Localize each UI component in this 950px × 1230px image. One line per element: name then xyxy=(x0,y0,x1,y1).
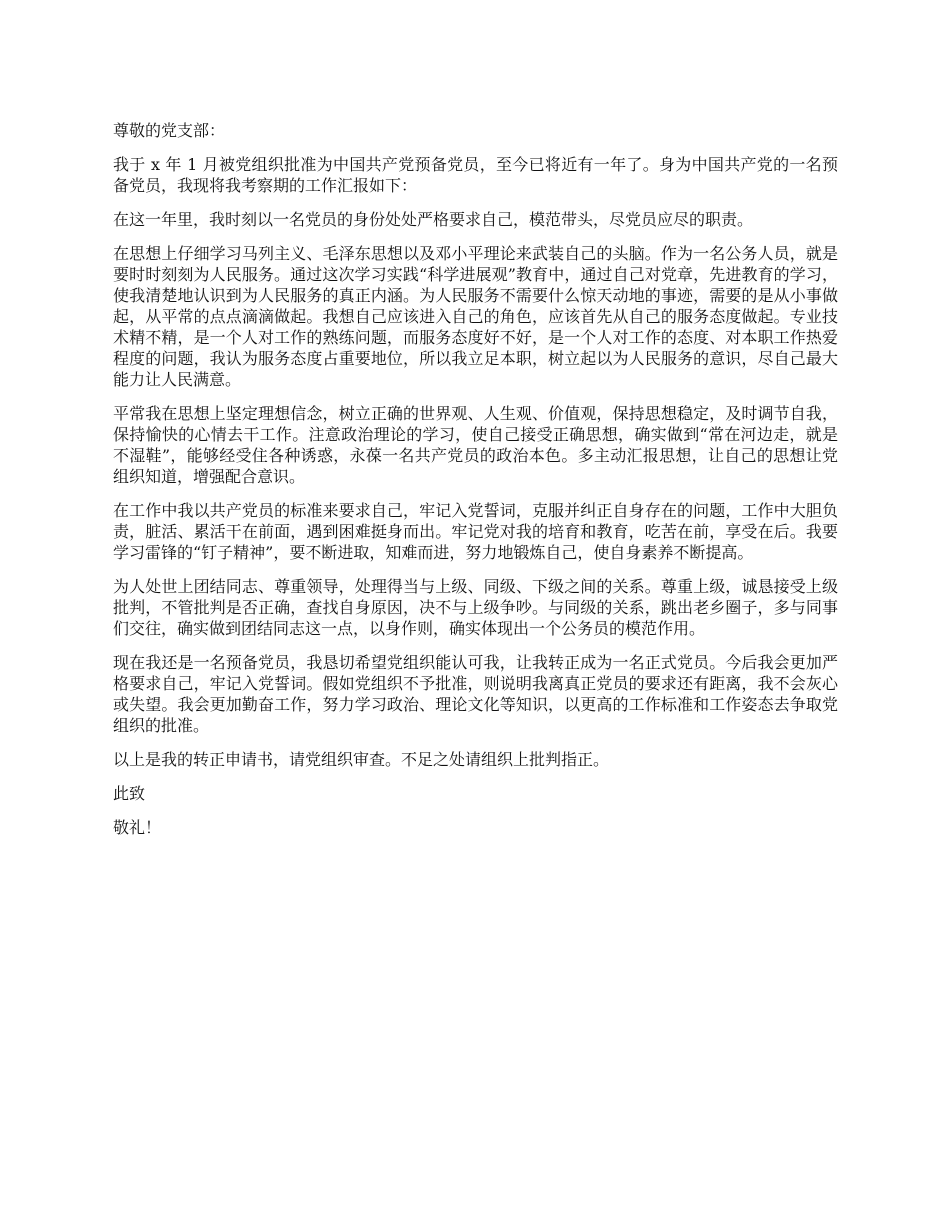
body-paragraph: 在这一年里，我时刻以一名党员的身份处处严格要求自己，模范带头，尽党员应尽的职责。 xyxy=(113,210,754,229)
closing-line: 此致 xyxy=(113,784,146,803)
body-paragraph: 平常我在思想上坚定理想信念，树立正确的世界观、人生观、价值观，保持思想稳定，及时调节自我，保持愉快的心情去干工作。注意政治理论的学习，使自己接受正确思想，确实做到“常在河边走，就是不湿鞋”，能够经受住各种诱惑，永葆一名共产党员的政治本色。多主动汇报思想，让自己的思想让党组织知道，增强配合意识。 xyxy=(113,404,838,486)
body-paragraph: 为人处世上团结同志、尊重领导，处理得当与上级、同级、下级之间的关系。尊重上级，诚恳接受上级批判，不管批判是否正确，查找自身原因，决不与上级争吵。与同级的关系，跳出老乡圈子，多与同事们交往，确实做到团结同志这一点，以身作则，确实体现出一个公务员的模范作用。 xyxy=(113,577,838,638)
body-paragraph: 在工作中我以共产党员的标准来要求自己，牢记入党誓词，克服并纠正自身存在的问题，工作中大胆负责，脏活、累活干在前面，遇到困难挺身而出。牢记党对我的培育和教育，吃苦在前，享受在后。我要学习雷锋的“钉子精神”，要不断进取，知难而进，努力地锻炼自己，使自身素养不断提高。 xyxy=(113,501,838,562)
body-paragraph: 以上是我的转正申请书，请党组织审查。不足之处请组织上批判指正。 xyxy=(113,750,610,769)
document-body xyxy=(113,120,838,851)
body-paragraph: 我于 x 年 1 月被党组织批准为中国共产党预备党员，至今已将近有一年了。身为中国共产党的一名预备党员，我现将我考察期的工作汇报如下： xyxy=(113,155,838,195)
salutation: 尊敬的党支部： xyxy=(113,121,226,140)
body-paragraph: 在思想上仔细学习马列主义、毛泽东思想以及邓小平理论来武装自己的头脑。作为一名公务人员，就是要时时刻刻为人民服务。通过这次学习实践“科学进展观”教育中，通过自己对党章，先进教育的学习，使我清楚地认识到为人民服务的真正内涵。为人民服务不需要什么惊天动地的事迹，需要的是从小事做起，从平常的点点滴滴做起。我想自己应该进入自己的角色，应该首先从自己的服务态度做起。专业技术精不精，是一个人对工作的熟练问题，而服务态度好不好，是一个人对工作的态度、对本职工作热爱程度的问题，我认为服务态度占重要地位，所以我立足本职，树立起以为人民服务的意识，尽自己最大能力让人民满意。 xyxy=(113,244,838,389)
body-paragraph: 现在我还是一名预备党员，我恳切希望党组织能认可我，让我转正成为一名正式党员。今后我会更加严格要求自己，牢记入党誓词。假如党组织不予批准，则说明我离真正党员的要求还有距离，我不会灰心或失望。我会更加勤奋工作，努力学习政治、理论文化等知识，以更高的工作标准和工作姿态去争取党组织的批准。 xyxy=(113,653,838,735)
closing-regards: 敬礼！ xyxy=(113,818,162,837)
